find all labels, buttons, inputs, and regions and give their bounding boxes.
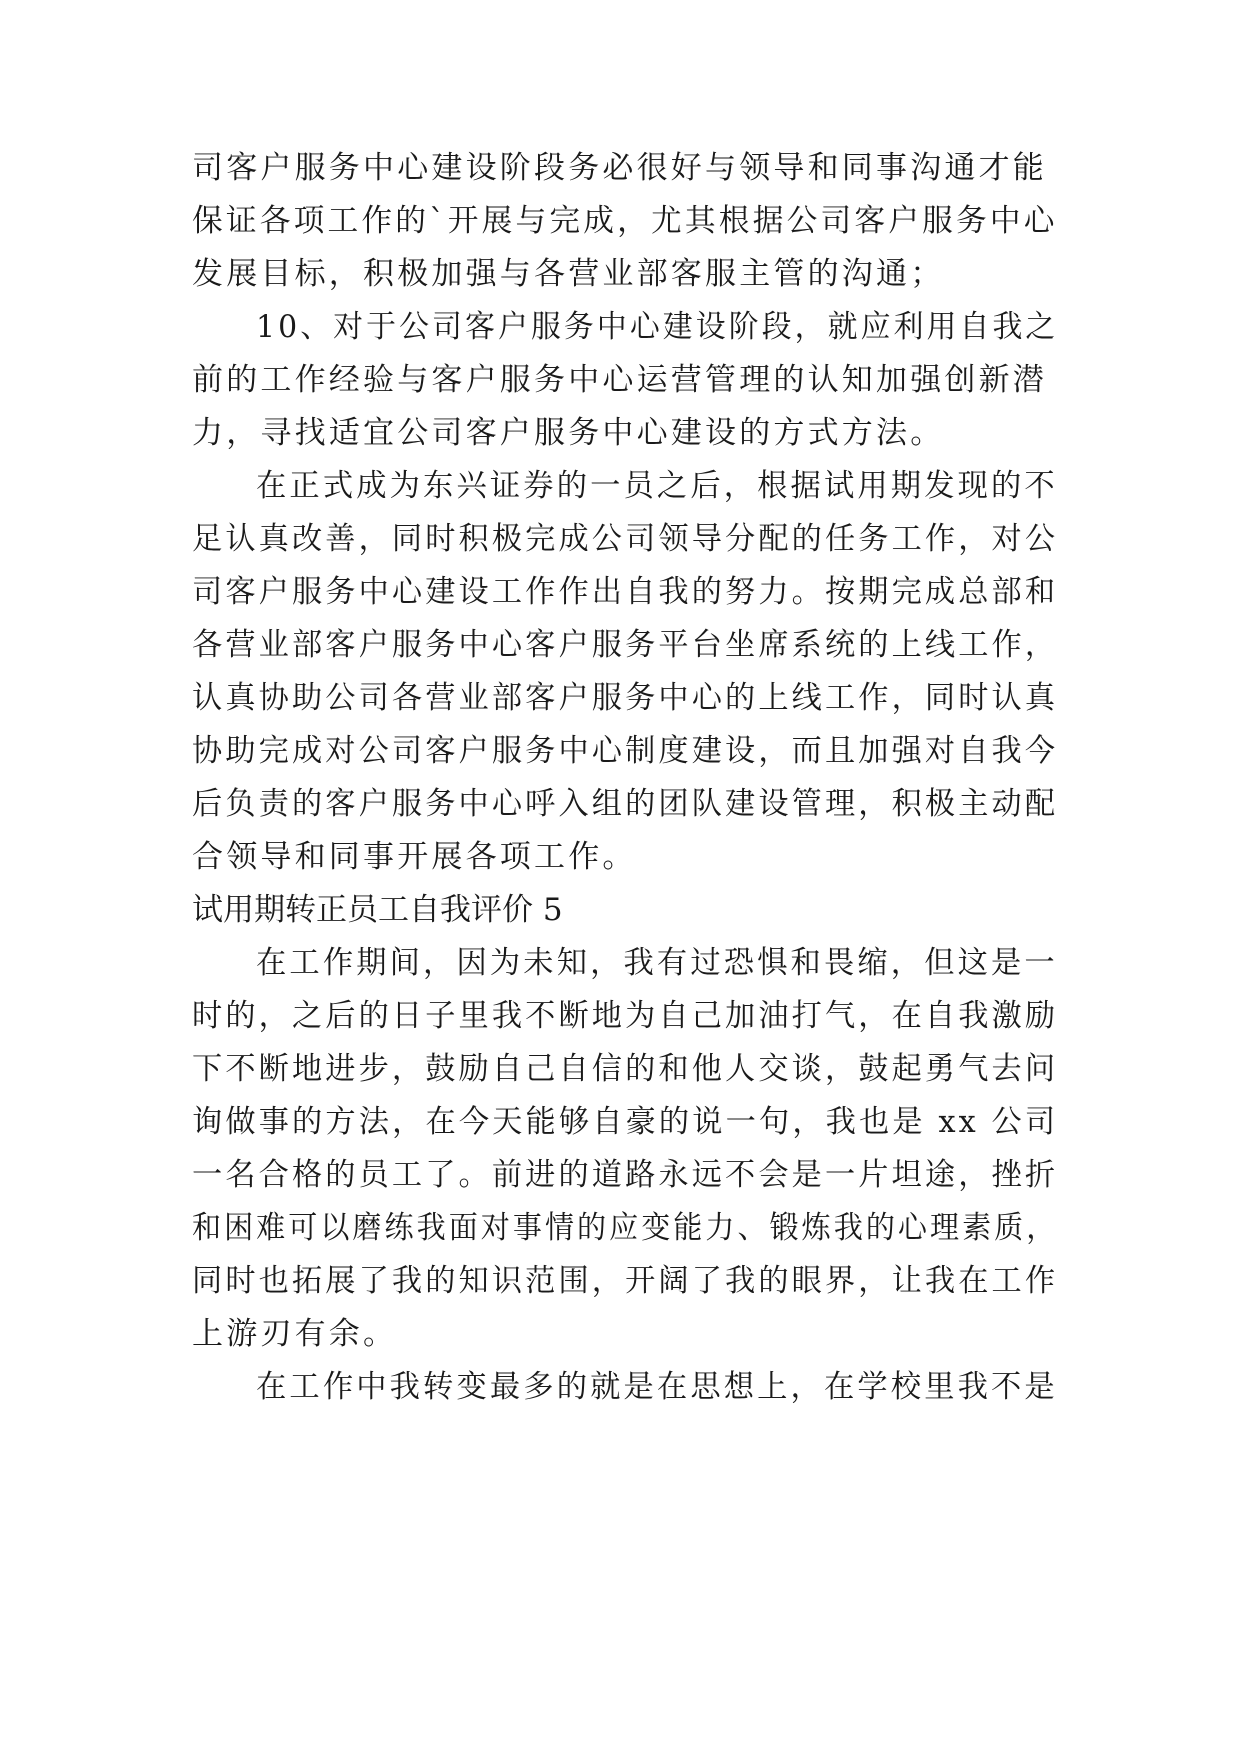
text-line: 保证各项工作的`开展与完成，尤其根据公司客户服务中心	[192, 203, 1058, 239]
paragraph-start-line: 在正式成为东兴证券的一员之后，根据试用期发现的不	[256, 468, 1058, 504]
text-line: 各营业部客户服务中心客户服务平台坐席系统的上线工作，	[192, 627, 1059, 663]
text-line: 足认真改善，同时积极完成公司领导分配的任务工作，对公	[192, 521, 1059, 557]
text-line: 协助完成对公司客户服务中心制度建设，而且加强对自我今	[192, 733, 1059, 769]
text-line: 认真协助公司各营业部客户服务中心的上线工作，同时认真	[192, 680, 1059, 716]
paragraph-start-line: 在工作中我转变最多的就是在思想上，在学校里我不是	[256, 1369, 1058, 1405]
text-line: 司客户服务中心建设阶段务必很好与领导和同事沟通才能	[192, 150, 1047, 186]
text-line: 询做事的方法，在今天能够自豪的说一句，我也是 xx 公司	[192, 1104, 1059, 1140]
text-line: 时的，之后的日子里我不断地为自己加油打气，在自我激励	[192, 998, 1059, 1034]
text-line: 后负责的客户服务中心呼入组的团队建设管理，积极主动配	[192, 786, 1059, 822]
text-line: 力，寻找适宜公司客户服务中心建设的方式方法。	[192, 415, 945, 451]
text-line: 同时也拓展了我的知识范围，开阔了我的眼界，让我在工作	[192, 1263, 1059, 1299]
section-heading: 试用期转正员工自我评价 5	[192, 892, 563, 928]
text-line: 上游刃有余。	[192, 1316, 398, 1352]
paragraph-start-line: 在工作期间，因为未知，我有过恐惧和畏缩，但这是一	[256, 945, 1058, 981]
text-line: 一名合格的员工了。前进的道路永远不会是一片坦途，挫折	[192, 1157, 1059, 1193]
text-line: 发展目标，积极加强与各营业部客服主管的沟通；	[192, 256, 945, 292]
text-line: 合领导和同事开展各项工作。	[192, 839, 637, 875]
text-line: 下不断地进步，鼓励自己自信的和他人交谈，鼓起勇气去问	[192, 1051, 1059, 1087]
paragraph-start-line: 10、对于公司客户服务中心建设阶段，就应利用自我之	[256, 309, 1059, 345]
text-line: 和困难可以磨练我面对事情的应变能力、锻炼我的心理素质，	[192, 1210, 1059, 1246]
text-line: 司客户服务中心建设工作作出自我的努力。按期完成总部和	[192, 574, 1059, 610]
text-line: 前的工作经验与客户服务中心运营管理的认知加强创新潜	[192, 362, 1047, 398]
